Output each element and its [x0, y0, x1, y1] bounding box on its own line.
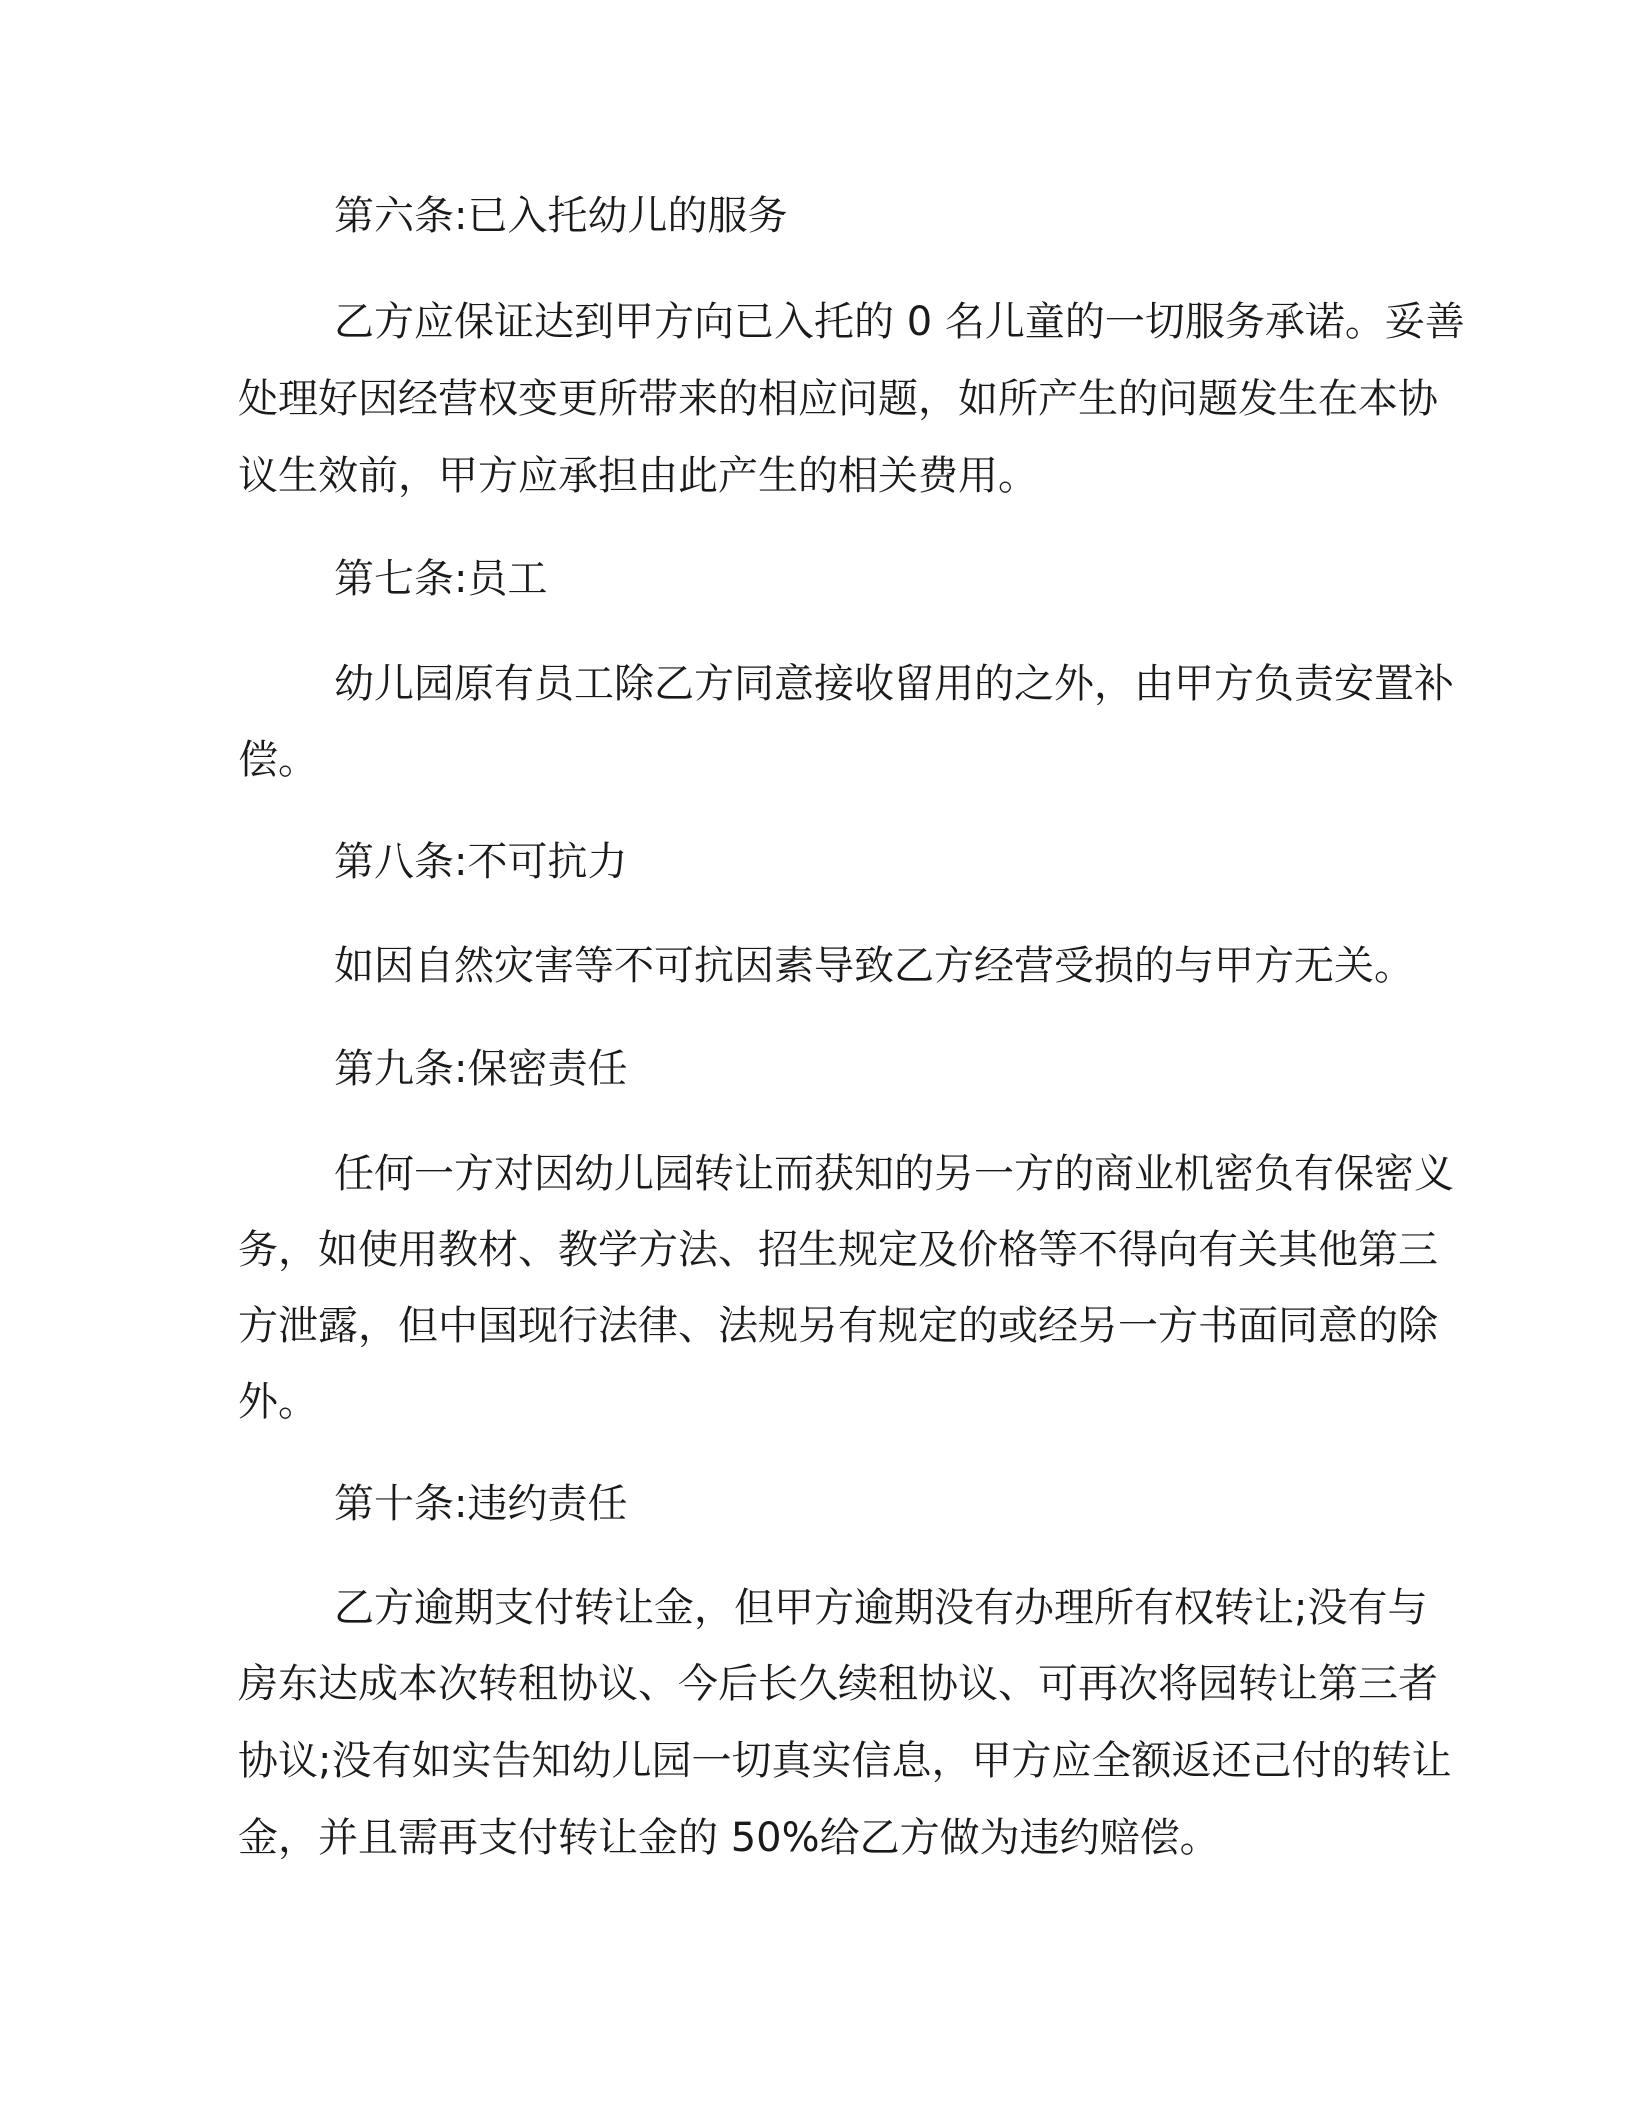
paragraph-line: 任何一方对因幼儿园转让而获知的另一方的商业机密负有保密义 [334, 1151, 1454, 1197]
paragraph-line: 幼儿园原有员工除乙方同意接收留用的之外，由甲方负责安置补 [334, 661, 1454, 707]
section-heading-6: 第六条:已入托幼儿的服务 [334, 193, 788, 239]
paragraph-line: 房东达成本次转租协议、今后长久续租协议、可再次将园转让第三者 [238, 1661, 1438, 1707]
paragraph-line: 如因自然灾害等不可抗因素导致乙方经营受损的与甲方无关。 [334, 943, 1414, 989]
section-heading-8: 第八条:不可抗力 [334, 839, 628, 885]
section-heading-10: 第十条:违约责任 [334, 1481, 628, 1527]
paragraph-line: 乙方逾期支付转让金，但甲方逾期没有办理所有权转让;没有与 [334, 1585, 1428, 1631]
section-heading-7: 第七条:员工 [334, 556, 548, 602]
paragraph-line: 协议;没有如实告知幼儿园一切真实信息，甲方应全额返还己付的转让 [238, 1738, 1452, 1784]
paragraph-line: 偿。 [238, 737, 318, 783]
paragraph-line: 方泄露，但中国现行法律、法规另有规定的或经另一方书面同意的除 [238, 1303, 1438, 1349]
paragraph-line: 金，并且需再支付转让金的 50%给乙方做为违约赔偿。 [238, 1815, 1220, 1861]
paragraph-line: 外。 [238, 1379, 318, 1425]
section-heading-9: 第九条:保密责任 [334, 1046, 628, 1092]
paragraph-line: 处理好因经营权变更所带来的相应问题，如所产生的问题发生在本协 [238, 376, 1438, 422]
paragraph-line: 乙方应保证达到甲方向已入托的 0 名儿童的一切服务承诺。妥善 [334, 299, 1465, 345]
paragraph-line: 务，如使用教材、教学方法、招生规定及价格等不得向有关其他第三 [238, 1227, 1438, 1273]
paragraph-line: 议生效前，甲方应承担由此产生的相关费用。 [238, 453, 1038, 499]
